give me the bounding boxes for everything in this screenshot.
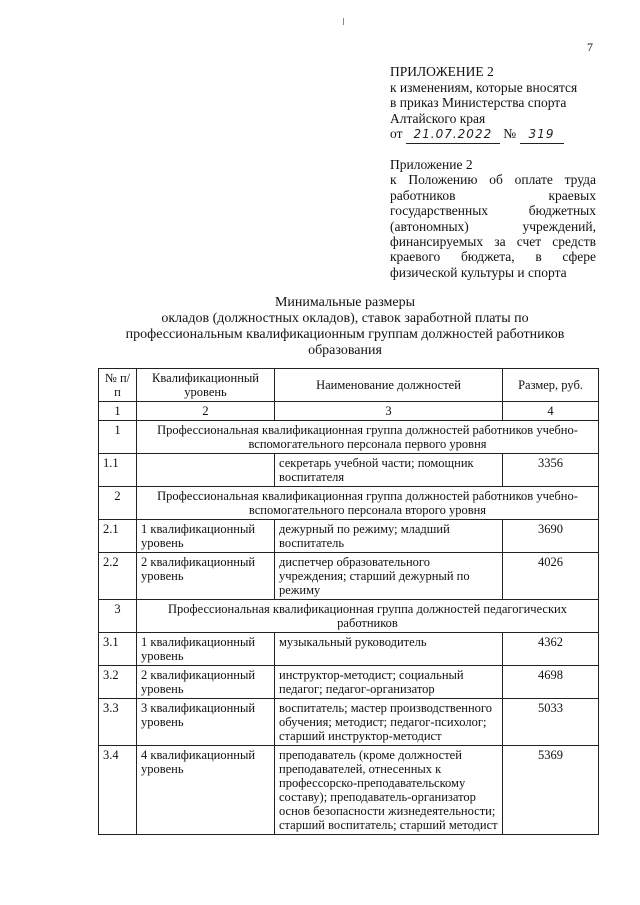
number-sign: № xyxy=(503,126,517,141)
group-title: Профессиональная квалификационная группа должностей работников учебно-вспомогательного персонала второго уровня xyxy=(137,487,599,520)
group-title: Профессиональная квалификационная группа должностей педагогических работников xyxy=(137,600,599,633)
row-level: 4 квалификационный уровень xyxy=(137,746,275,835)
group-row xyxy=(99,600,599,633)
row-level: 3 квалификационный уровень xyxy=(137,699,275,746)
row-num: 3.1 xyxy=(99,633,137,666)
document-title xyxy=(95,295,595,359)
header-num: № п/п xyxy=(99,369,137,402)
table-row xyxy=(99,699,599,746)
row-positions: воспитатель; мастер производственного обучения; методист; педагог-психолог; старший инструктор-методист xyxy=(275,699,503,746)
sub-appendix-title: Приложение 2 xyxy=(390,157,473,172)
row-num: 1 xyxy=(99,421,137,454)
appendix-line: к изменениям, которые вносятся xyxy=(390,79,578,95)
header-level: Квалификационный уровень xyxy=(137,369,275,402)
handwritten-number: 319 xyxy=(520,127,564,144)
handwritten-date: 21.07.2022 xyxy=(406,127,500,144)
group-row xyxy=(99,421,599,454)
row-num: 2 xyxy=(99,487,137,520)
row-positions: преподаватель (кроме должностей преподавателей, отнесенных к профессорско-преподавательскому составу); преподаватель-организатор основ безопасности жизнедеятельности; старший воспитатель; старший методист xyxy=(275,746,503,835)
group-title: Профессиональная квалификационная группа должностей работников учебно-вспомогательного персонала первого уровня xyxy=(137,421,599,454)
group-row xyxy=(99,487,599,520)
title-line: Минимальные размеры xyxy=(274,295,416,310)
col-number: 3 xyxy=(275,402,503,421)
appendix-title: ПРИЛОЖЕНИЕ 2 xyxy=(390,64,494,79)
table-row xyxy=(99,454,599,487)
title-line: профессиональным квалификационным группам должностей работников xyxy=(125,327,565,342)
row-positions: секретарь учебной части; помощник воспитателя xyxy=(275,454,503,487)
appendix-line: Алтайского края xyxy=(390,110,486,126)
column-number-row xyxy=(99,402,599,421)
row-num: 1.1 xyxy=(99,454,137,487)
row-amount: 5033 xyxy=(503,699,599,746)
col-number: 1 xyxy=(99,402,137,421)
table-row xyxy=(99,746,599,835)
row-amount: 4026 xyxy=(503,553,599,600)
row-amount: 5369 xyxy=(503,746,599,835)
row-num: 3 xyxy=(99,600,137,633)
row-amount: 4698 xyxy=(503,666,599,699)
sub-appendix-block xyxy=(390,157,596,280)
row-num: 2.2 xyxy=(99,553,137,600)
col-number: 4 xyxy=(503,402,599,421)
appendix-line: в приказ Министерства спорта xyxy=(390,95,567,110)
row-level: 2 квалификационный уровень xyxy=(137,553,275,600)
table-row xyxy=(99,666,599,699)
row-positions: диспетчер образовательного учреждения; старший дежурный по режиму xyxy=(275,553,503,600)
row-positions: музыкальный руководитель xyxy=(275,633,503,666)
appendix-date-line xyxy=(390,126,590,144)
header-amount: Размер, руб. xyxy=(503,369,599,402)
row-amount: 3356 xyxy=(503,454,599,487)
row-num: 3.3 xyxy=(99,699,137,746)
row-amount: 4362 xyxy=(503,633,599,666)
row-level: 1 квалификационный уровень xyxy=(137,520,275,553)
row-num: 3.2 xyxy=(99,666,137,699)
appendix-block xyxy=(390,64,590,144)
table-row xyxy=(99,633,599,666)
sub-appendix-body: к Положению об оплате труда работников краевых государственных бюджетных (автономных) учреждений, финансируемых за счет средств краевого бюджета, в сфере физической культуры и спорта xyxy=(390,172,596,280)
salary-table xyxy=(98,368,599,835)
page-number: 7 xyxy=(587,40,593,54)
title-line: образования xyxy=(308,343,382,358)
row-level: 2 квалификационный уровень xyxy=(137,666,275,699)
header-positions: Наименование должностей xyxy=(275,369,503,402)
col-number: 2 xyxy=(137,402,275,421)
table-row xyxy=(99,520,599,553)
date-prefix: от xyxy=(390,126,403,141)
table-header-row xyxy=(99,369,599,402)
row-num: 3.4 xyxy=(99,746,137,835)
row-positions: дежурный по режиму; младший воспитатель xyxy=(275,520,503,553)
row-num: 2.1 xyxy=(99,520,137,553)
title-line: окладов (должностных окладов), ставок заработной платы по xyxy=(161,311,529,326)
scan-mark xyxy=(343,18,344,25)
row-level: 1 квалификационный уровень xyxy=(137,633,275,666)
row-level xyxy=(137,454,275,487)
row-positions: инструктор-методист; социальный педагог; педагог-организатор xyxy=(275,666,503,699)
table-row xyxy=(99,553,599,600)
row-amount: 3690 xyxy=(503,520,599,553)
